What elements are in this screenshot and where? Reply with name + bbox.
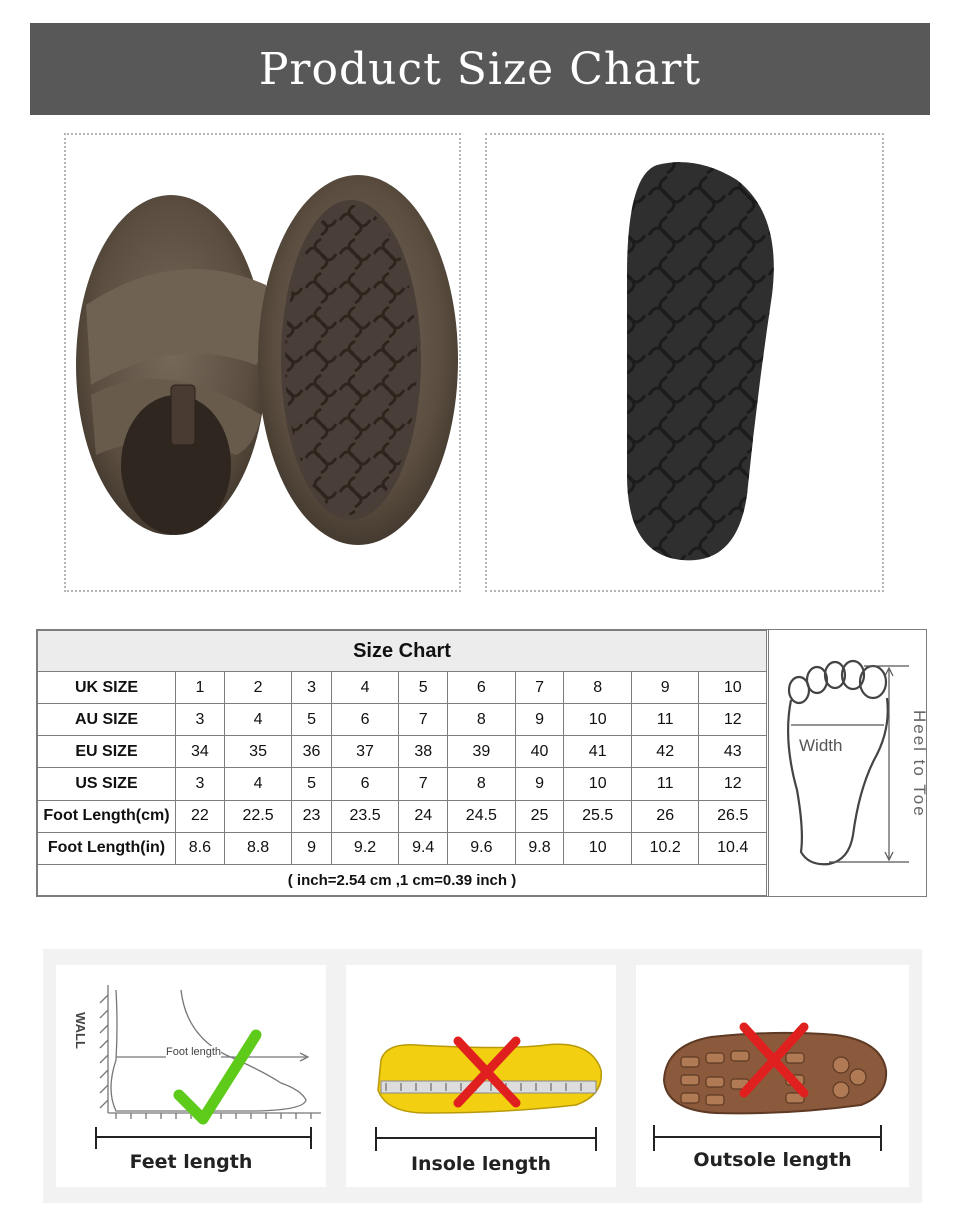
row-label-foot-cm: Foot Length(cm)	[38, 800, 176, 832]
table-cell: 37	[331, 736, 399, 768]
foot-outline-diagram	[768, 630, 929, 896]
table-cell: 9	[631, 672, 699, 704]
table-cell: 23.5	[331, 800, 399, 832]
table-cell: 25.5	[564, 800, 632, 832]
table-cell: 4	[224, 768, 292, 800]
heel-to-toe-label: Heel to Toe	[910, 710, 929, 818]
table-cell: 4	[331, 672, 399, 704]
size-chart	[36, 629, 927, 897]
table-cell: 26.5	[699, 800, 767, 832]
table-cell: 43	[699, 736, 767, 768]
wall-label: WALL	[72, 1012, 88, 1049]
table-cell: 10.4	[699, 832, 767, 864]
table-cell: 23	[292, 800, 331, 832]
row-label-eu: EU SIZE	[38, 736, 176, 768]
table-cell: 12	[699, 768, 767, 800]
table-cell: 35	[224, 736, 292, 768]
size-chart-title: Size Chart	[38, 631, 767, 672]
table-cell: 8	[448, 768, 516, 800]
sole-photo	[485, 133, 884, 592]
feet-length-caption: Feet length	[129, 1151, 253, 1173]
width-label: Width	[799, 736, 843, 755]
table-row	[38, 832, 767, 864]
table-row	[38, 672, 767, 704]
table-cell: 8	[564, 672, 632, 704]
table-cell: 3	[176, 704, 225, 736]
table-cell: 7	[399, 768, 448, 800]
table-cell: 22.5	[224, 800, 292, 832]
slipper-pair-illustration	[66, 135, 459, 590]
table-cell: 36	[292, 736, 331, 768]
outsole-length-caption: Outsole length	[693, 1149, 852, 1171]
sole-illustration	[487, 135, 882, 590]
table-cell: 3	[176, 768, 225, 800]
table-cell: 9	[515, 768, 564, 800]
table-cell: 5	[292, 704, 331, 736]
table-cell: 9.8	[515, 832, 564, 864]
table-cell: 9	[515, 704, 564, 736]
table-row	[38, 736, 767, 768]
table-cell: 10	[564, 704, 632, 736]
table-cell: 42	[631, 736, 699, 768]
row-label-au: AU SIZE	[38, 704, 176, 736]
table-cell: 40	[515, 736, 564, 768]
table-cell: 25	[515, 800, 564, 832]
header-banner	[30, 23, 930, 115]
table-cell: 10	[564, 768, 632, 800]
table-cell: 10	[699, 672, 767, 704]
size-chart-table	[37, 630, 767, 896]
measurement-guide	[43, 949, 922, 1203]
table-cell: 11	[631, 704, 699, 736]
table-cell: 6	[331, 704, 399, 736]
table-cell: 6	[331, 768, 399, 800]
table-cell: 26	[631, 800, 699, 832]
table-cell: 6	[448, 672, 516, 704]
page-title: Product Size Chart	[258, 43, 702, 95]
row-label-uk: UK SIZE	[38, 672, 176, 704]
table-cell: 5	[399, 672, 448, 704]
table-cell: 9	[292, 832, 331, 864]
foot-length-label: Foot length	[166, 1046, 222, 1058]
row-label-foot-in: Foot Length(in)	[38, 832, 176, 864]
slipper-pair-photo	[64, 133, 461, 592]
table-cell: 22	[176, 800, 225, 832]
table-cell: 3	[292, 672, 331, 704]
table-cell: 24	[399, 800, 448, 832]
foot-outline-icon	[769, 630, 926, 896]
feet-length-card	[56, 965, 326, 1187]
table-cell: 7	[515, 672, 564, 704]
table-cell: 24.5	[448, 800, 516, 832]
outsole-length-card	[636, 965, 909, 1187]
table-cell: 41	[564, 736, 632, 768]
table-cell: 10.2	[631, 832, 699, 864]
table-cell: 9.6	[448, 832, 516, 864]
insole-length-caption: Insole length	[410, 1153, 552, 1175]
table-cell: 12	[699, 704, 767, 736]
table-cell: 8	[448, 704, 516, 736]
insole-length-card	[346, 965, 616, 1187]
table-row	[38, 768, 767, 800]
table-cell: 10	[564, 832, 632, 864]
table-cell: 1	[176, 672, 225, 704]
table-cell: 9.4	[399, 832, 448, 864]
table-cell: 39	[448, 736, 516, 768]
row-label-us: US SIZE	[38, 768, 176, 800]
table-cell: 4	[224, 704, 292, 736]
table-cell: 8.6	[176, 832, 225, 864]
table-row	[38, 800, 767, 832]
table-cell: 11	[631, 768, 699, 800]
table-cell: 5	[292, 768, 331, 800]
table-cell: 9.2	[331, 832, 399, 864]
table-row	[38, 704, 767, 736]
unit-conversion-note: ( inch=2.54 cm ,1 cm=0.39 inch )	[38, 865, 767, 896]
table-cell: 2	[224, 672, 292, 704]
table-cell: 8.8	[224, 832, 292, 864]
table-cell: 38	[399, 736, 448, 768]
table-cell: 7	[399, 704, 448, 736]
table-cell: 34	[176, 736, 225, 768]
